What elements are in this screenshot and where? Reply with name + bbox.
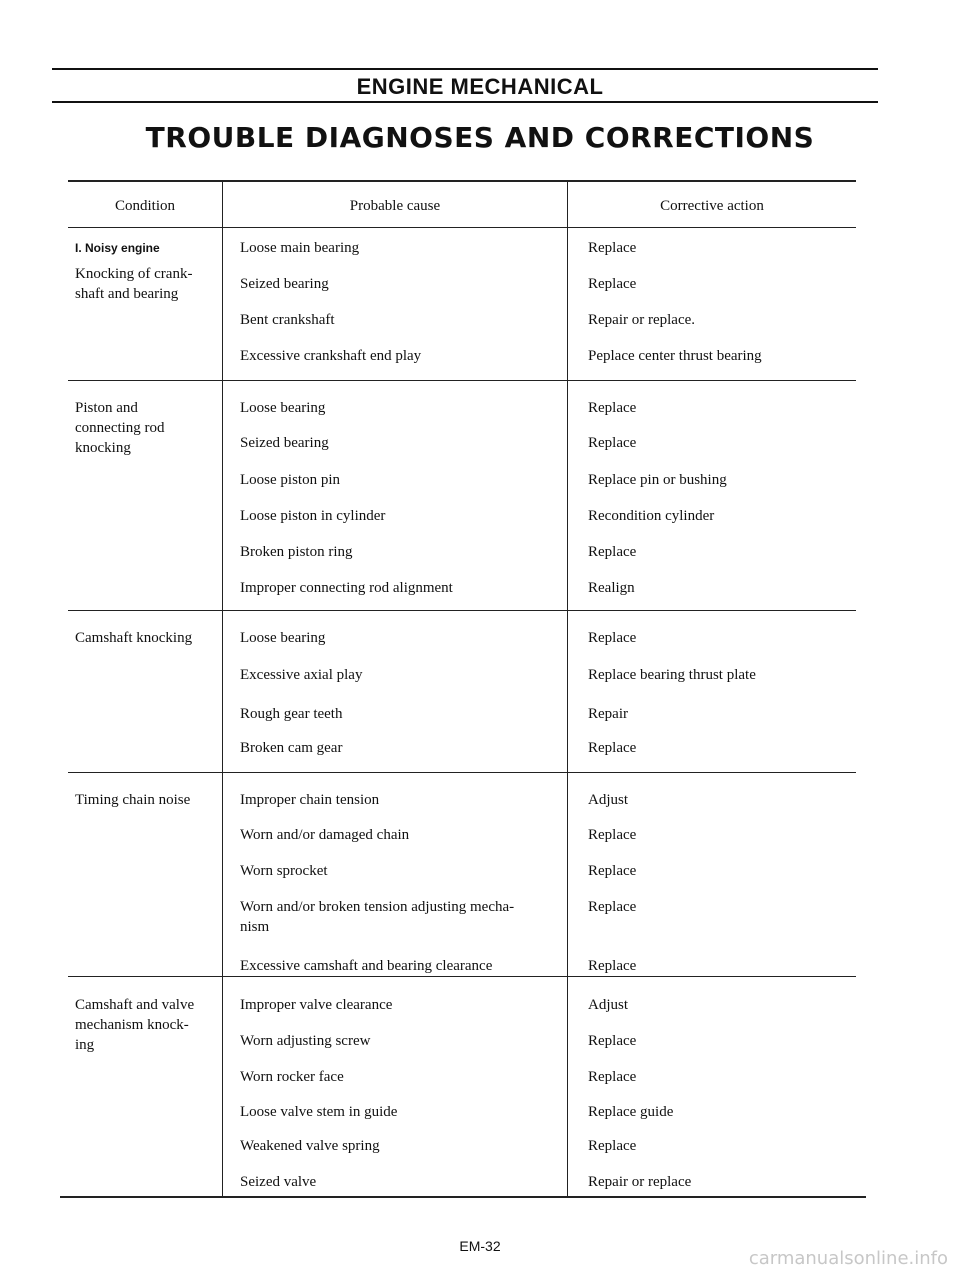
cause-line: Weakened valve spring: [240, 1138, 380, 1154]
header-corrective-action: Corrective action: [660, 198, 764, 214]
cause-line: Loose main bearing: [240, 240, 360, 256]
condition-line: shaft and bearing: [75, 286, 179, 302]
action-cell: Realign: [588, 580, 635, 596]
cause-cell: [240, 433, 560, 453]
action-cell: Replace pin or bushing: [588, 472, 727, 488]
condition-line: ing: [75, 1037, 95, 1053]
section-title: ENGINE MECHANICAL: [356, 74, 604, 99]
condition-cell: [75, 995, 220, 1055]
page-number: EM-32: [459, 1238, 501, 1254]
header-probable-cause: Probable cause: [349, 198, 441, 214]
cause-cell: [240, 628, 560, 648]
group-separator: [68, 610, 856, 611]
cause-line: Worn sprocket: [240, 863, 328, 879]
action-cell: Repair or replace: [588, 1174, 692, 1190]
action-cell: Replace: [588, 863, 637, 879]
cause-cell: [240, 1172, 560, 1192]
cause-cell: [240, 274, 560, 294]
cause-cell: [240, 238, 560, 258]
column-divider-1: [222, 180, 223, 1197]
page-title: TROUBLE DIAGNOSES AND CORRECTIONS: [145, 121, 815, 154]
cause-cell: [240, 1136, 560, 1156]
group-separator: [68, 976, 856, 977]
cause-cell: [240, 861, 560, 881]
cause-cell: [240, 704, 560, 724]
cause-cell: [240, 897, 560, 937]
cause-cell: [240, 1067, 560, 1087]
condition-line: Camshaft and valve: [75, 997, 195, 1013]
table-top-rule: [68, 180, 856, 182]
cause-line: Loose piston in cylinder: [240, 508, 386, 524]
trouble-table: [68, 180, 856, 1197]
cause-line: Excessive camshaft and bearing clearance: [240, 958, 493, 974]
action-cell: Replace: [588, 740, 637, 756]
cause-line: Loose valve stem in guide: [240, 1104, 398, 1120]
table-bottom-rule: [60, 1196, 866, 1198]
cause-line: Seized bearing: [240, 435, 329, 451]
action-cell: Adjust: [588, 997, 629, 1013]
action-cell: Replace: [588, 435, 637, 451]
cause-line: Worn and/or broken tension adjusting mecha-: [240, 899, 515, 915]
action-cell: Replace: [588, 1033, 637, 1049]
action-cell: Replace: [588, 1138, 637, 1154]
action-cell: Replace guide: [588, 1104, 674, 1120]
cause-line: Improper connecting rod alignment: [240, 580, 453, 596]
cause-line: Improper valve clearance: [240, 997, 393, 1013]
action-cell: Replace: [588, 958, 637, 974]
cause-cell: [240, 1102, 560, 1122]
cause-line: Worn rocker face: [240, 1069, 344, 1085]
cause-line: Bent crankshaft: [240, 312, 335, 328]
condition-line: connecting rod: [75, 420, 165, 436]
cause-cell: [240, 825, 560, 845]
cause-line: Loose bearing: [240, 630, 326, 646]
group-separator: [68, 380, 856, 381]
condition-cell: [75, 398, 220, 458]
condition-line: knocking: [75, 440, 131, 456]
cause-line: Excessive axial play: [240, 667, 363, 683]
action-cell: Replace: [588, 276, 637, 292]
cause-cell: [240, 346, 560, 366]
cause-line: Loose bearing: [240, 400, 326, 416]
cause-line: Excessive crankshaft end play: [240, 348, 422, 364]
cause-line: Loose piston pin: [240, 472, 340, 488]
cause-cell: [240, 1031, 560, 1051]
watermark: carmanualsonline.info: [748, 1248, 948, 1269]
condition-cell: [75, 238, 220, 304]
cause-cell: [240, 506, 560, 526]
cause-cell: [240, 665, 560, 685]
condition-line: Knocking of crank-: [75, 266, 193, 282]
action-cell: Replace: [588, 827, 637, 843]
condition-line: Camshaft knocking: [75, 630, 193, 646]
action-cell: Recondition cylinder: [588, 508, 715, 524]
condition-cell: [75, 628, 220, 648]
group-separator: [68, 772, 856, 773]
cause-line: Broken cam gear: [240, 740, 343, 756]
action-cell: Adjust: [588, 792, 629, 808]
condition-line: mechanism knock-: [75, 1017, 189, 1033]
action-cell: Replace: [588, 1069, 637, 1085]
cause-cell: [240, 790, 560, 810]
column-divider-2: [567, 180, 568, 1197]
cause-line: Seized bearing: [240, 276, 329, 292]
header-rule-bottom: [52, 101, 878, 103]
cause-cell: [240, 398, 560, 418]
cause-line: nism: [240, 919, 270, 935]
cause-line: Worn adjusting screw: [240, 1033, 371, 1049]
header-condition: Condition: [114, 198, 175, 214]
action-cell: Peplace center thrust bearing: [588, 348, 762, 364]
cause-cell: [240, 956, 560, 976]
action-cell: Replace: [588, 630, 637, 646]
cause-cell: [240, 578, 560, 598]
condition-cell: [75, 790, 220, 810]
cause-cell: [240, 310, 560, 330]
cause-cell: [240, 995, 560, 1015]
action-cell: Replace bearing thrust plate: [588, 667, 756, 683]
condition-line: Timing chain noise: [75, 792, 191, 808]
header-rule: [68, 227, 856, 228]
cause-line: Rough gear teeth: [240, 706, 343, 722]
cause-line: Improper chain tension: [240, 792, 380, 808]
action-cell: Replace: [588, 240, 637, 256]
action-cell: Replace: [588, 899, 637, 915]
action-cell: Replace: [588, 544, 637, 560]
header-rule-top: [52, 68, 878, 70]
cause-cell: [240, 738, 560, 758]
action-cell: Repair: [588, 706, 628, 722]
cause-cell: [240, 470, 560, 490]
cause-cell: [240, 542, 560, 562]
action-cell: Replace: [588, 400, 637, 416]
cause-line: Broken piston ring: [240, 544, 353, 560]
condition-line: Piston and: [75, 400, 138, 416]
action-cell: Repair or replace.: [588, 312, 696, 328]
cause-line: Seized valve: [240, 1174, 317, 1190]
cause-line: Worn and/or damaged chain: [240, 827, 410, 843]
condition-heading: I. Noisy engine: [75, 241, 160, 255]
